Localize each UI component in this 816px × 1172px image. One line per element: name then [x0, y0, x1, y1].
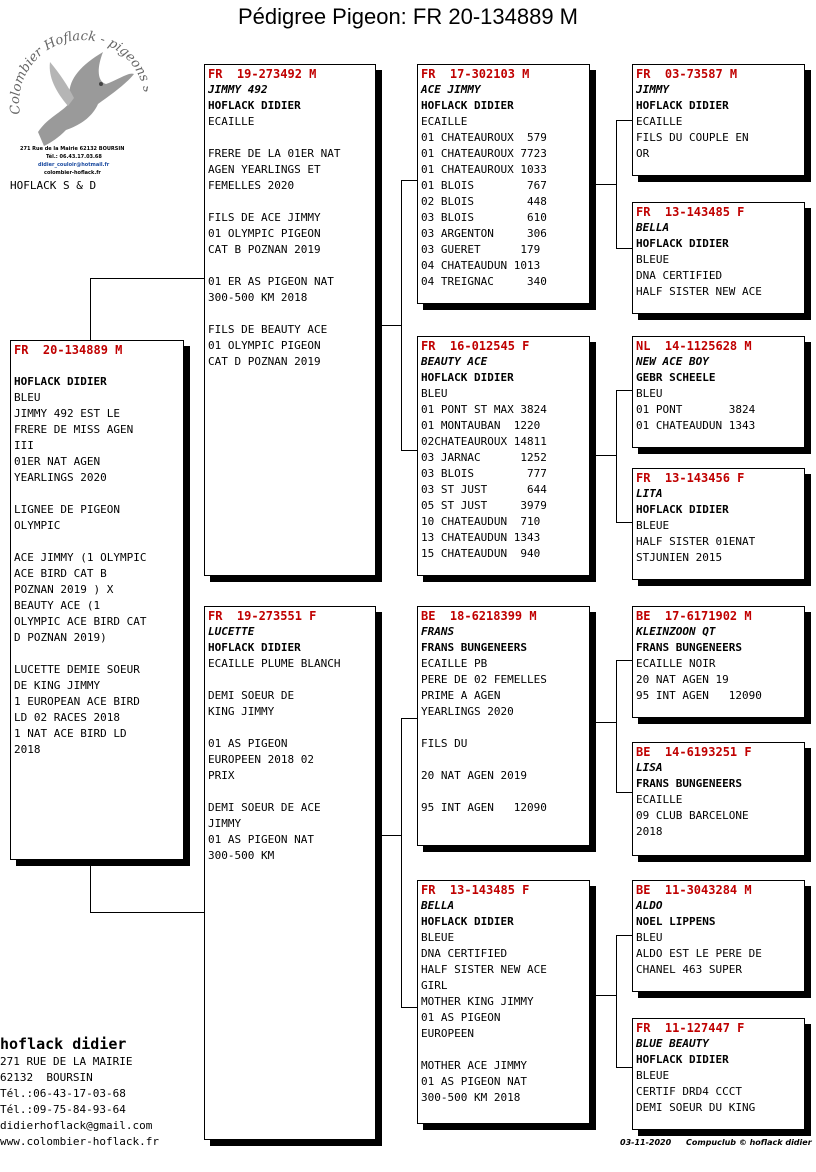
connector-line: [616, 390, 632, 391]
logo-address: 271 Rue de la Mairie 62132 BOURSIN: [20, 146, 125, 152]
info-line: 13 CHATEAUDUN 1343: [421, 531, 541, 544]
info-line: 95 INT AGEN 12090: [636, 689, 762, 702]
info-line: 01 OLYMPIC PIGEON: [208, 339, 321, 352]
info-line: ECAILLE NOIR: [636, 657, 716, 670]
connector-line: [90, 912, 204, 913]
info-line: 04 CHATEAUDUN 1013: [421, 259, 541, 272]
info-line: 01 AS PIGEON NAT: [208, 833, 314, 846]
info-line: YEARLINGS 2020: [421, 705, 514, 718]
pigeon-name: BLUE BEAUTY: [636, 1037, 709, 1050]
info-line: [14, 646, 180, 662]
info-line: FILS DE ACE JIMMY: [208, 211, 321, 224]
breeder-line: HOFLACK DIDIER: [421, 915, 514, 928]
connector-line: [616, 390, 617, 522]
pigeon-name: BELLA: [421, 899, 455, 912]
connector-line: [376, 835, 402, 836]
info-line: [208, 720, 372, 736]
info-line: 01 CHATEAUROUX 579: [421, 131, 547, 144]
info-line: ECAILLE PB: [421, 657, 488, 670]
info-line: DNA CERTIFIED: [636, 269, 723, 282]
info-line: BLEU: [421, 387, 448, 400]
pigeon-card-dsd[interactable]: [632, 742, 805, 856]
ring-number: FR 17-302103 M: [421, 67, 530, 81]
info-line: FILS DU: [421, 737, 468, 750]
info-line: 20 NAT AGEN 19: [636, 673, 729, 686]
info-line: FRERE DE MISS AGEN: [14, 423, 134, 436]
info-line: BLEUE: [421, 931, 455, 944]
breeder-line: HOFLACK DIDIER: [14, 375, 107, 388]
info-line: BLEU: [14, 391, 41, 404]
info-line: MOTHER KING JIMMY: [421, 995, 534, 1008]
info-line: 03 BLOIS 777: [421, 467, 547, 480]
breeder-line: HOFLACK DIDIER: [421, 371, 514, 384]
pigeon-name: BELLA: [636, 221, 670, 234]
info-line: 09 CLUB BARCELONE: [636, 809, 749, 822]
info-line: [208, 784, 372, 800]
logo-tel: Tél.: 06.43.17.03.68: [46, 154, 102, 160]
info-line: LD 02 RACES 2018: [14, 711, 120, 724]
info-line: 03 GUERET 179: [421, 243, 541, 256]
breeder-line: HOFLACK DIDIER: [636, 99, 729, 112]
pigeon-card-sds[interactable]: [632, 336, 805, 448]
info-line: BLEUE: [636, 519, 670, 532]
info-line: DEMI SOEUR DU KING: [636, 1101, 756, 1114]
info-line: ECAILLE PLUME BLANCH: [208, 657, 341, 670]
ring-number: BE 11-3043284 M: [636, 883, 752, 897]
info-line: EUROPEEN 2018 02: [208, 753, 314, 766]
info-line: [208, 130, 372, 146]
info-line: OR: [636, 147, 650, 160]
ring-number: FR 11-127447 F: [636, 1021, 745, 1035]
breeder-line: FRANS BUNGENEERS: [636, 777, 742, 790]
info-line: LUCETTE DEMIE SOEUR: [14, 663, 140, 676]
breeder-name: HOFLACK S & D: [10, 179, 97, 192]
owner-city: 62132 BOURSIN: [0, 1071, 93, 1084]
pigeon-name: LITA: [636, 487, 663, 500]
info-line: [421, 752, 586, 768]
ring-number: BE 17-6171902 M: [636, 609, 752, 623]
info-line: STJUNIEN 2015: [636, 551, 723, 564]
info-line: 20 NAT AGEN 2019: [421, 769, 527, 782]
info-line: [421, 1042, 586, 1058]
info-line: OLYMPIC: [14, 519, 61, 532]
pigeon-card-ssd[interactable]: [632, 202, 805, 314]
pigeon-card-sire-dam[interactable]: [417, 336, 590, 576]
ring-number: FR 19-273551 F: [208, 609, 317, 623]
connector-line: [616, 120, 632, 121]
info-line: LIGNEE DE PIGEON: [14, 503, 120, 516]
breeder-line: GEBR SCHEELE: [636, 371, 716, 384]
connector-line: [90, 278, 204, 279]
connector-line: [590, 995, 617, 996]
info-line: 15 CHATEAUDUN 940: [421, 547, 541, 560]
ring-number: FR 20-134889 M: [14, 343, 123, 357]
logo-arc-text: Colombier Hoflack - pigeon: [8, 28, 148, 116]
info-line: 01 CHATEAUROUX 7723: [421, 147, 547, 160]
owner-address: 271 RUE DE LA MAIRIE: [0, 1055, 133, 1068]
info-line: FILS DU COUPLE EN: [636, 131, 749, 144]
pigeon-card-sdd[interactable]: [632, 468, 805, 580]
breeder-line: FRANS BUNGENEERS: [421, 641, 527, 654]
pigeon-card-sire[interactable]: [204, 64, 376, 576]
info-line: DNA CERTIFIED: [421, 947, 508, 960]
info-line: 01 MONTAUBAN 1220: [421, 419, 541, 432]
info-line: CAT D POZNAN 2019: [208, 355, 321, 368]
info-line: [14, 486, 180, 502]
info-line: DEMI SOEUR DE: [208, 689, 295, 702]
pigeon-card-ddd[interactable]: [632, 1018, 805, 1130]
breeder-line: HOFLACK DIDIER: [208, 99, 301, 112]
info-line: 1 NAT ACE BIRD LD: [14, 727, 127, 740]
info-line: III: [14, 439, 34, 452]
info-line: ALDO EST LE PERE DE: [636, 947, 762, 960]
info-line: JIMMY: [208, 817, 242, 830]
info-line: ECAILLE: [636, 793, 683, 806]
info-line: YEARLINGS 2020: [14, 471, 107, 484]
pigeon-name: ACE JIMMY: [421, 83, 481, 96]
print-date: 03-11-2020: [620, 1138, 672, 1147]
info-line: 02CHATEAUROUX 14811: [421, 435, 547, 448]
breeder-line: FRANS BUNGENEERS: [636, 641, 742, 654]
connector-line: [376, 325, 402, 326]
connector-line: [401, 180, 417, 181]
pigeon-name: NEW ACE BOY: [636, 355, 709, 368]
breeder-line: HOFLACK DIDIER: [421, 99, 514, 112]
info-line: [421, 784, 586, 800]
info-line: 300-500 KM: [208, 849, 275, 862]
info-line: 2018: [14, 743, 41, 756]
info-line: JIMMY 492 EST LE: [14, 407, 120, 420]
pigeon-name: LISA: [636, 761, 663, 774]
info-line: 03 JARNAC 1252: [421, 451, 547, 464]
info-line: BLEU: [636, 387, 663, 400]
ring-number: FR 03-73587 M: [636, 67, 738, 81]
connector-line: [90, 860, 91, 912]
ring-number: BE 14-6193251 F: [636, 745, 752, 759]
info-line: ECAILLE: [636, 115, 683, 128]
ring-number: FR 13-143456 F: [636, 471, 745, 485]
ring-number: FR 13-143485 F: [421, 883, 530, 897]
info-line: [421, 720, 586, 736]
info-line: 03 ARGENTON 306: [421, 227, 547, 240]
info-line: PRIX: [208, 769, 235, 782]
info-line: D POZNAN 2019): [14, 631, 107, 644]
pigeon-card-dam[interactable]: [204, 606, 376, 1140]
info-line: 01 ER AS PIGEON NAT: [208, 275, 334, 288]
owner-website[interactable]: www.colombier-hoflack.fr: [0, 1135, 159, 1148]
info-line: 01 CHATEAUROUX 1033: [421, 163, 547, 176]
info-line: 01 AS PIGEON: [208, 737, 288, 750]
info-line: DE KING JIMMY: [14, 679, 101, 692]
connector-line: [616, 120, 617, 248]
info-line: [208, 672, 372, 688]
info-line: HALF SISTER NEW ACE: [636, 285, 762, 298]
connector-line: [90, 278, 91, 340]
connector-line: [401, 718, 402, 1007]
info-line: 01 PONT 3824: [636, 403, 756, 416]
page-title: Pédigree Pigeon: FR 20-134889 M: [238, 4, 578, 29]
connector-line: [616, 1067, 632, 1068]
ring-number: FR 13-143485 F: [636, 205, 745, 219]
info-line: 2018: [636, 825, 663, 838]
pigeon-card-dss[interactable]: [632, 606, 805, 718]
info-line: AGEN YEARLINGS ET: [208, 163, 321, 176]
info-line: 300-500 KM 2018: [208, 291, 308, 304]
pigeon-card-sss[interactable]: [632, 64, 805, 176]
owner-tel-2: Tél.:09-75-84-93-64: [0, 1103, 126, 1116]
pigeon-card-dds[interactable]: [632, 880, 805, 992]
info-line: 95 INT AGEN 12090: [421, 801, 547, 814]
info-line: FILS DE BEAUTY ACE: [208, 323, 328, 336]
pigeon-name: KLEINZOON QT: [636, 625, 716, 638]
info-line: [14, 358, 180, 374]
breeder-line: HOFLACK DIDIER: [208, 641, 301, 654]
info-line: BLEUE: [636, 253, 670, 266]
info-line: ACE BIRD CAT B: [14, 567, 107, 580]
pigeon-name: ALDO: [636, 899, 663, 912]
info-line: EUROPEEN: [421, 1027, 474, 1040]
info-line: 01 AS PIGEON: [421, 1011, 501, 1024]
ring-number: BE 18-6218399 M: [421, 609, 537, 623]
info-line: CAT B POZNAN 2019: [208, 243, 321, 256]
info-line: 10 CHATEAUDUN 710: [421, 515, 541, 528]
pigeon-card-main[interactable]: [10, 340, 184, 860]
connector-line: [616, 792, 632, 793]
info-line: 01 BLOIS 767: [421, 179, 547, 192]
info-line: ECAILLE: [421, 115, 468, 128]
info-line: BLEUE: [636, 1069, 670, 1082]
info-line: FRERE DE LA 01ER NAT: [208, 147, 341, 160]
info-line: 03 ST JUST 644: [421, 483, 547, 496]
info-line: OLYMPIC ACE BIRD CAT: [14, 615, 147, 628]
connector-line: [590, 722, 617, 723]
connector-line: [401, 1007, 417, 1008]
pigeon-name: BEAUTY ACE: [421, 355, 488, 368]
info-line: 1 EUROPEAN ACE BIRD: [14, 695, 140, 708]
pigeon-name: JIMMY: [636, 83, 670, 96]
logo-site: colombier-hoflack.fr: [44, 170, 101, 176]
info-line: CERTIF DRD4 CCCT: [636, 1085, 742, 1098]
pigeon-name: LUCETTE: [208, 625, 255, 638]
info-line: 01 CHATEAUDUN 1343: [636, 419, 756, 432]
connector-line: [401, 180, 402, 450]
info-line: 01 PONT ST MAX 3824: [421, 403, 547, 416]
breeder-line: HOFLACK DIDIER: [636, 237, 729, 250]
info-line: ECAILLE: [208, 115, 255, 128]
logo-email: didier_couloir@hotmail.fr: [38, 162, 110, 168]
connector-line: [401, 718, 417, 719]
breeder-line: NOEL LIPPENS: [636, 915, 716, 928]
pigeon-name: JIMMY 492: [208, 83, 268, 96]
owner-name: hoflack didier: [0, 1035, 127, 1053]
pigeon-card-dam-sire[interactable]: [417, 606, 590, 846]
pigeon-card-sire-sire[interactable]: [417, 64, 590, 304]
info-line: HALF SISTER NEW ACE: [421, 963, 547, 976]
footer-credit: Compuclub © hoflack didier: [686, 1138, 812, 1147]
info-line: 01 AS PIGEON NAT: [421, 1075, 527, 1088]
info-line: [208, 194, 372, 210]
info-line: [208, 306, 372, 322]
info-line: 300-500 KM 2018: [421, 1091, 521, 1104]
pigeon-name: FRANS: [421, 625, 455, 638]
info-line: 01 OLYMPIC PIGEON: [208, 227, 321, 240]
connector-line: [616, 660, 632, 661]
connector-line: [616, 660, 617, 792]
info-line: DEMI SOEUR DE ACE: [208, 801, 321, 814]
connector-line: [401, 450, 417, 451]
info-line: 04 TREIGNAC 340: [421, 275, 547, 288]
info-line: PRIME A AGEN: [421, 689, 501, 702]
pigeon-card-dam-dam[interactable]: [417, 880, 590, 1124]
info-line: [14, 534, 180, 550]
info-line: BLEU: [636, 931, 663, 944]
owner-tel-1: Tél.:06-43-17-03-68: [0, 1087, 126, 1100]
connector-line: [616, 522, 632, 523]
breeder-line: HOFLACK DIDIER: [636, 1053, 729, 1066]
info-line: MOTHER ACE JIMMY: [421, 1059, 527, 1072]
owner-block: [0, 1034, 159, 1150]
connector-line: [590, 184, 617, 185]
info-line: [208, 258, 372, 274]
owner-email[interactable]: didierhoflack@gmail.com: [0, 1119, 153, 1132]
info-line: 01ER NAT AGEN: [14, 455, 101, 468]
info-line: FEMELLES 2020: [208, 179, 295, 192]
info-line: 02 BLOIS 448: [421, 195, 547, 208]
connector-line: [616, 935, 632, 936]
info-line: POZNAN 2019 ) X: [14, 583, 114, 596]
info-line: BEAUTY ACE (1: [14, 599, 101, 612]
info-line: KING JIMMY: [208, 705, 275, 718]
breeder-line: HOFLACK DIDIER: [636, 503, 729, 516]
ring-number: FR 19-273492 M: [208, 67, 317, 81]
info-line: CHANEL 463 SUPER: [636, 963, 742, 976]
info-line: HALF SISTER 01ENAT: [636, 535, 756, 548]
info-line: GIRL: [421, 979, 448, 992]
info-line: PERE DE 02 FEMELLES: [421, 673, 547, 686]
info-line: 03 BLOIS 610: [421, 211, 547, 224]
connector-line: [616, 248, 632, 249]
connector-line: [590, 455, 617, 456]
info-line: 05 ST JUST 3979: [421, 499, 547, 512]
ring-number: NL 14-1125628 M: [636, 339, 752, 353]
connector-line: [616, 935, 617, 1067]
info-line: ACE JIMMY (1 OLYMPIC: [14, 551, 147, 564]
ring-number: FR 16-012545 F: [421, 339, 530, 353]
